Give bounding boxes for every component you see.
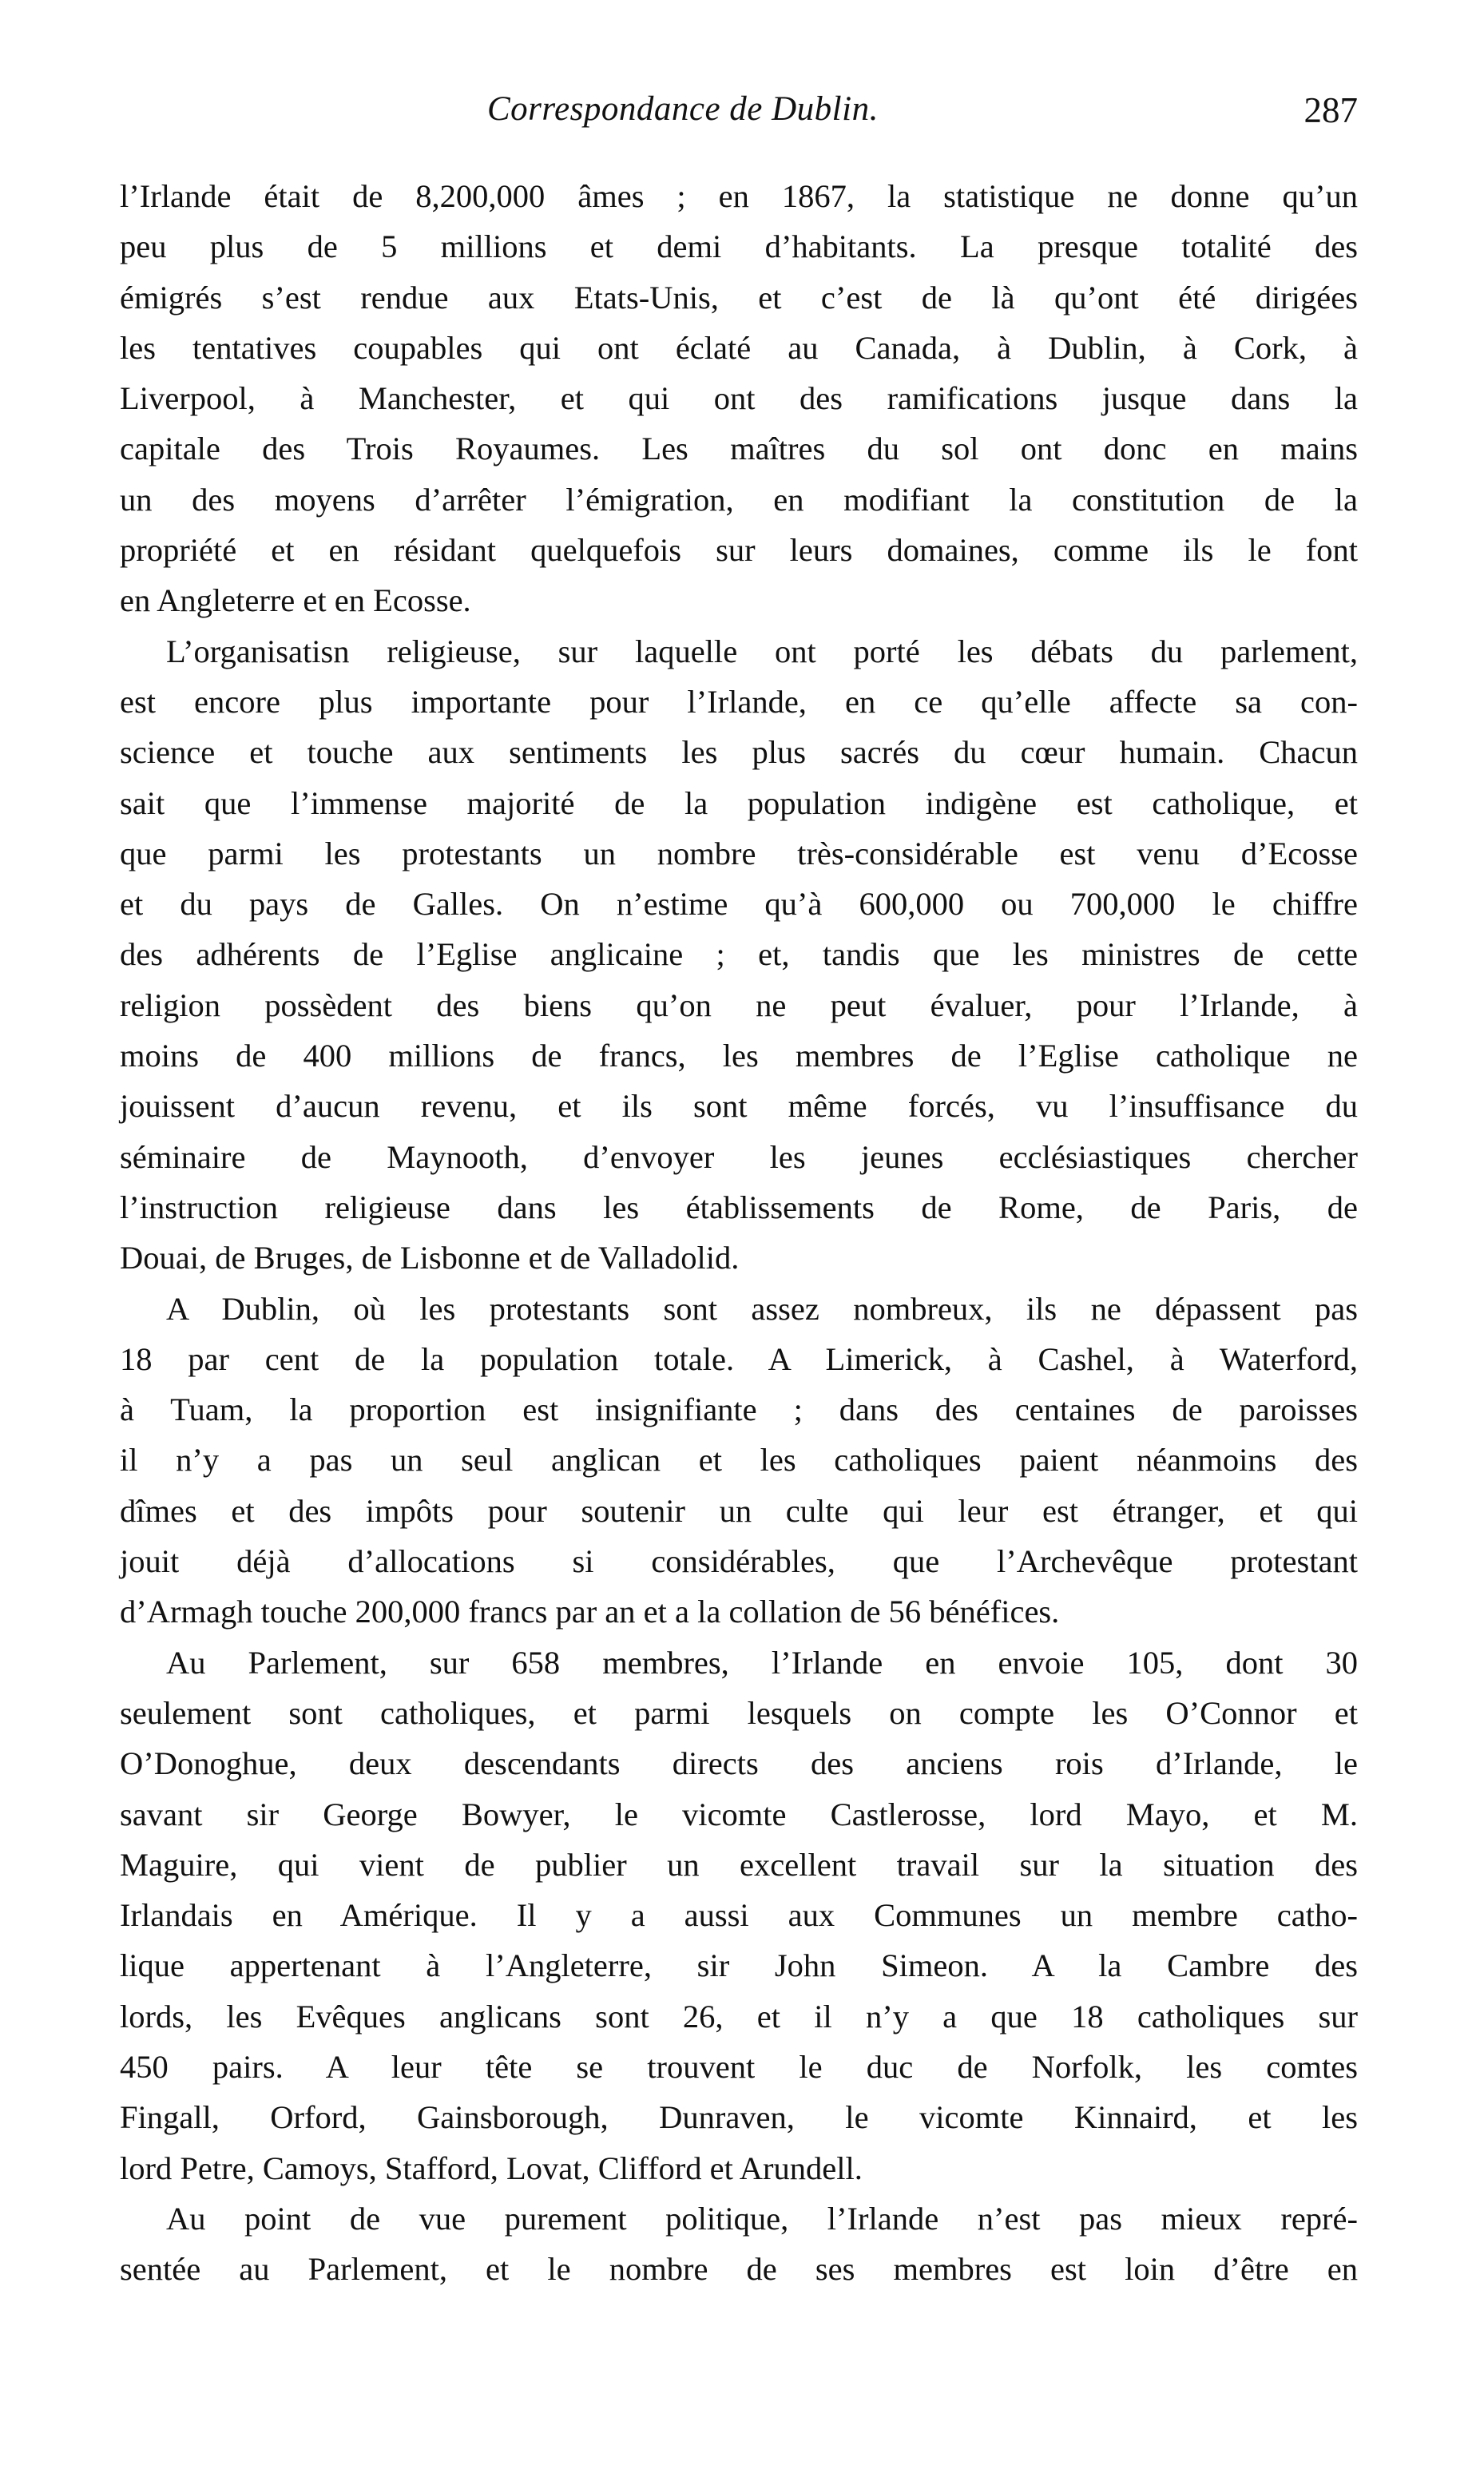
paragraph-first-line: L’organisatisn religieuse, sur laquelle ont porté les débats du parlement, bbox=[166, 633, 1358, 669]
text-line: l’Irlande était de 8,200,000 âmes ; en 1867, la statistique ne donne qu’un bbox=[120, 178, 1358, 214]
text-line: moins de 400 millions de francs, les membres de l’Eglise catholique ne bbox=[120, 1038, 1358, 1074]
text-line: les tentatives coupables qui ont éclaté au Canada, à Dublin, à Cork, à bbox=[120, 329, 1358, 366]
text-line: propriété et en résidant quelquefois sur leurs domaines, comme ils le font bbox=[120, 532, 1358, 569]
text-line: l’instruction religieuse dans les établissements de Rome, de Paris, de bbox=[120, 1189, 1358, 1225]
text-line: lique appertenant à l’Angleterre, sir John Simeon. A la Cambre des bbox=[120, 1947, 1358, 1984]
text-line: et du pays de Galles. On n’estime qu’à 600,000 ou 700,000 le chiffre bbox=[120, 886, 1358, 923]
text-line: est encore plus importante pour l’Irlande, en ce qu’elle affecte sa con- bbox=[120, 683, 1358, 720]
text-line: peu plus de 5 millions et demi d’habitants. La presque totalité des bbox=[120, 228, 1358, 265]
text-line: 450 pairs. A leur tête se trouvent le duc de Norfolk, les comtes bbox=[120, 2048, 1358, 2085]
text-line: sentée au Parlement, et le nombre de ses membres est loin d’être en bbox=[120, 2251, 1358, 2288]
paragraph-first-line: A Dublin, où les protestants sont assez nombreux, ils ne dépassent pas bbox=[166, 1290, 1358, 1327]
text-line: émigrés s’est rendue aux Etats-Unis, et c’est de là qu’ont été dirigées bbox=[120, 279, 1358, 316]
text-line: lord Petre, Camoys, Stafford, Lovat, Clifford et Arundell. bbox=[120, 2150, 863, 2186]
text-line: seulement sont catholiques, et parmi lesquels on compte les O’Connor et bbox=[120, 1694, 1358, 1731]
text-line: sait que l’immense majorité de la population indigène est catholique, et bbox=[120, 784, 1358, 821]
text-line: en Angleterre et en Ecosse. bbox=[120, 582, 471, 619]
paragraph-first-line: Au Parlement, sur 658 membres, l’Irlande en envoie 105, dont 30 bbox=[166, 1644, 1358, 1681]
text-line: il n’y a pas un seul anglican et les catholiques paient néanmoins des bbox=[120, 1442, 1358, 1479]
text-line: jouit déjà d’allocations si considérables, que l’Archevêque protestant bbox=[120, 1543, 1358, 1580]
text-line: dîmes et des impôts pour soutenir un culte qui leur est étranger, et qui bbox=[120, 1492, 1358, 1529]
text-line: que parmi les protestants un nombre très-considérable est venu d’Ecosse bbox=[120, 835, 1358, 871]
text-line: d’Armagh touche 200,000 francs par an et a la collation de 56 bénéfices. bbox=[120, 1594, 1060, 1630]
text-line: Maguire, qui vient de publier un excellent travail sur la situation des bbox=[120, 1846, 1358, 1883]
text-line: science et touche aux sentiments les plus sacrés du cœur humain. Chacun bbox=[120, 734, 1358, 771]
text-line: un des moyens d’arrêter l’émigration, en modifiant la constitution de la bbox=[120, 481, 1358, 518]
running-title: Correspondance de Dublin. bbox=[487, 90, 879, 128]
text-line: lords, les Evêques anglicans sont 26, et il n’y a que 18 catholiques sur bbox=[120, 1998, 1358, 2034]
text-line: Liverpool, à Manchester, et qui ont des ramifications jusque dans la bbox=[120, 380, 1358, 417]
page-number: 287 bbox=[1303, 90, 1358, 130]
text-line: savant sir George Bowyer, le vicomte Castlerosse, lord Mayo, et M. bbox=[120, 1796, 1358, 1832]
text-line: Douai, de Bruges, de Lisbonne et de Valladolid. bbox=[120, 1240, 740, 1276]
body-text bbox=[120, 171, 1358, 2294]
text-line: séminaire de Maynooth, d’envoyer les jeunes ecclésiastiques chercher bbox=[120, 1138, 1358, 1175]
text-line: 18 par cent de la population totale. A Limerick, à Cashel, à Waterford, bbox=[120, 1340, 1358, 1377]
text-line: Fingall, Orford, Gainsborough, Dunraven, le vicomte Kinnaird, et les bbox=[120, 2099, 1358, 2136]
text-line: à Tuam, la proportion est insignifiante ; dans des centaines de paroisses bbox=[120, 1391, 1358, 1428]
paragraph-first-line: Au point de vue purement politique, l’Irlande n’est pas mieux repré- bbox=[166, 2200, 1358, 2237]
text-line: capitale des Trois Royaumes. Les maîtres du sol ont donc en mains bbox=[120, 431, 1358, 467]
running-head bbox=[120, 89, 1358, 145]
text-line: O’Donoghue, deux descendants directs des anciens rois d’Irlande, le bbox=[120, 1745, 1358, 1782]
text-line: Irlandais en Amérique. Il y a aussi aux Communes un membre catho- bbox=[120, 1897, 1358, 1934]
text-line: religion possèdent des biens qu’on ne peut évaluer, pour l’Irlande, à bbox=[120, 986, 1358, 1023]
text-line: jouissent d’aucun revenu, et ils sont même forcés, vu l’insuffisance du bbox=[120, 1088, 1358, 1125]
text-line: des adhérents de l’Eglise anglicaine ; et, tandis que les ministres de cette bbox=[120, 936, 1358, 973]
